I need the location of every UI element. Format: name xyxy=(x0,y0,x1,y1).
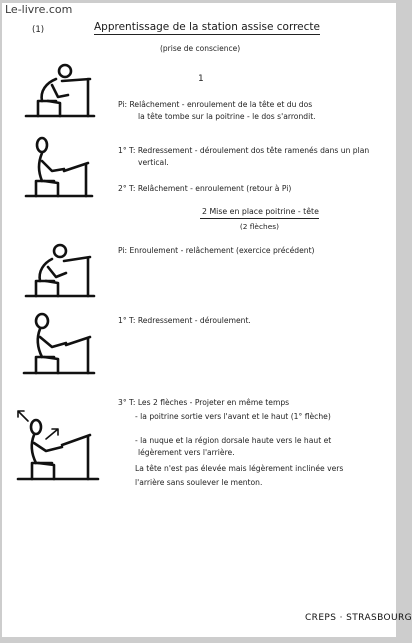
page-title: Apprentissage de la station assise correcte xyxy=(94,21,320,33)
p1-pi-line2: la tête tombe sur la poitrine - le dos s'arrondit. xyxy=(138,112,316,121)
upright-figure-icon xyxy=(22,309,98,377)
p1-t2: 2° T: Relâchement - enroulement (retour à Pi) xyxy=(118,184,292,193)
part-1-number: 1 xyxy=(198,74,204,84)
p1-t1-line1: 1° T: Redressement - déroulement dos tête ramenés dans un plan xyxy=(118,146,370,155)
publisher-footer: CREPS · STRASBOURG xyxy=(305,613,412,623)
part-2-heading xyxy=(200,207,319,231)
upright-figure-icon xyxy=(24,135,96,199)
p2-bullet2-line1: - la nuque et la région dorsale haute vers le haut et xyxy=(135,436,332,445)
p1-pi-line1: Pi: Relâchement - enroulement de la tête et du dos xyxy=(118,100,313,109)
watermark: Le-livre.com xyxy=(5,3,73,16)
document-page xyxy=(2,3,412,637)
part-2-title: 2 Mise en place poitrine - tête xyxy=(200,207,319,219)
part-2-subtitle: (2 flèches) xyxy=(239,222,280,231)
arrows-figure-icon xyxy=(12,407,102,483)
p2-note-line1: La tête n'est pas élevée mais légèrement inclinée vers xyxy=(135,464,344,473)
p2-t3-line1: 3° T: Les 2 flèches - Projeter en même temps xyxy=(118,398,290,407)
page-subtitle: (prise de conscience) xyxy=(160,44,241,53)
p2-bullet2-line2: légèrement vers l'arrière. xyxy=(138,448,235,457)
slumped-figure-icon xyxy=(24,59,96,119)
p2-pi: Pi: Enroulement - relâchement (exercice précédent) xyxy=(118,246,315,255)
p2-t1: 1° T: Redressement - déroulement. xyxy=(118,316,251,325)
p2-note-line2: l'arrière sans soulever le menton. xyxy=(135,478,263,487)
section-number: (1) xyxy=(32,25,45,35)
p1-t1-line2: vertical. xyxy=(138,158,169,167)
slumped-figure-icon xyxy=(24,239,96,299)
p2-bullet1: - la poitrine sortie vers l'avant et le haut (1° flèche) xyxy=(135,412,331,421)
